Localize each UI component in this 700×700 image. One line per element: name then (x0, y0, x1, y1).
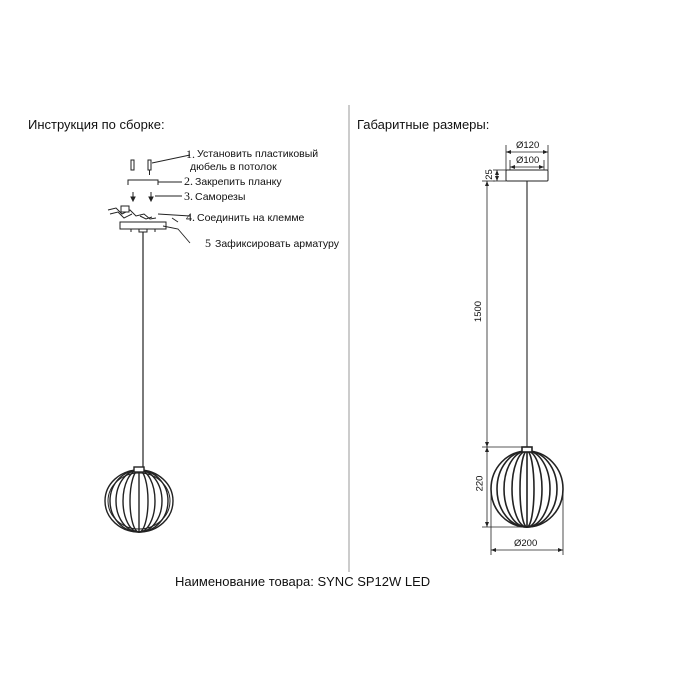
assembly-illustration (105, 160, 173, 532)
step-2-text: Закрепить планку (195, 176, 282, 188)
bracket-icon (128, 180, 158, 185)
step-3-text: Саморезы (195, 191, 246, 203)
terminal-icon (108, 206, 156, 219)
dowel-icon (131, 160, 151, 175)
dimensions-heading: Габаритные размеры: (357, 117, 490, 132)
dim-ball-height: 220 (474, 475, 486, 492)
step-1-text-line2: дюбель в потолок (190, 161, 277, 173)
step-4-number: 4. (186, 210, 195, 224)
dim-ball-diameter: Ø200 (514, 538, 538, 549)
dim-canopy-inner: Ø100 (516, 155, 540, 166)
screw-icon (131, 192, 153, 201)
step-2-number: 2. (184, 174, 193, 188)
dim-canopy-outer: Ø120 (516, 140, 540, 151)
dim-canopy-height: 25 (483, 169, 495, 180)
ball-lamp-icon (105, 467, 173, 532)
canopy-icon (120, 222, 166, 232)
step-5-number: 5 (205, 236, 211, 250)
canopy-shape (506, 170, 548, 181)
dimension-lines (482, 145, 563, 555)
product-name-value: SYNC SP12W LED (317, 574, 431, 589)
ball-lamp-right (491, 447, 563, 527)
product-name-line (175, 574, 430, 589)
step-5-text: Зафиксировать арматуру (215, 238, 339, 250)
product-name-label: Наименование товара: (175, 574, 314, 589)
step-1-number: 1. (186, 147, 195, 161)
dim-cord-length: 1500 (473, 300, 485, 323)
step-4-text: Соединить на клемме (197, 212, 305, 224)
dimension-illustration (491, 170, 563, 527)
step-3-number: 3. (184, 189, 193, 203)
assembly-heading: Инструкция по сборке: (28, 117, 165, 132)
step-1-text-line1: Установить пластиковый (197, 148, 319, 160)
